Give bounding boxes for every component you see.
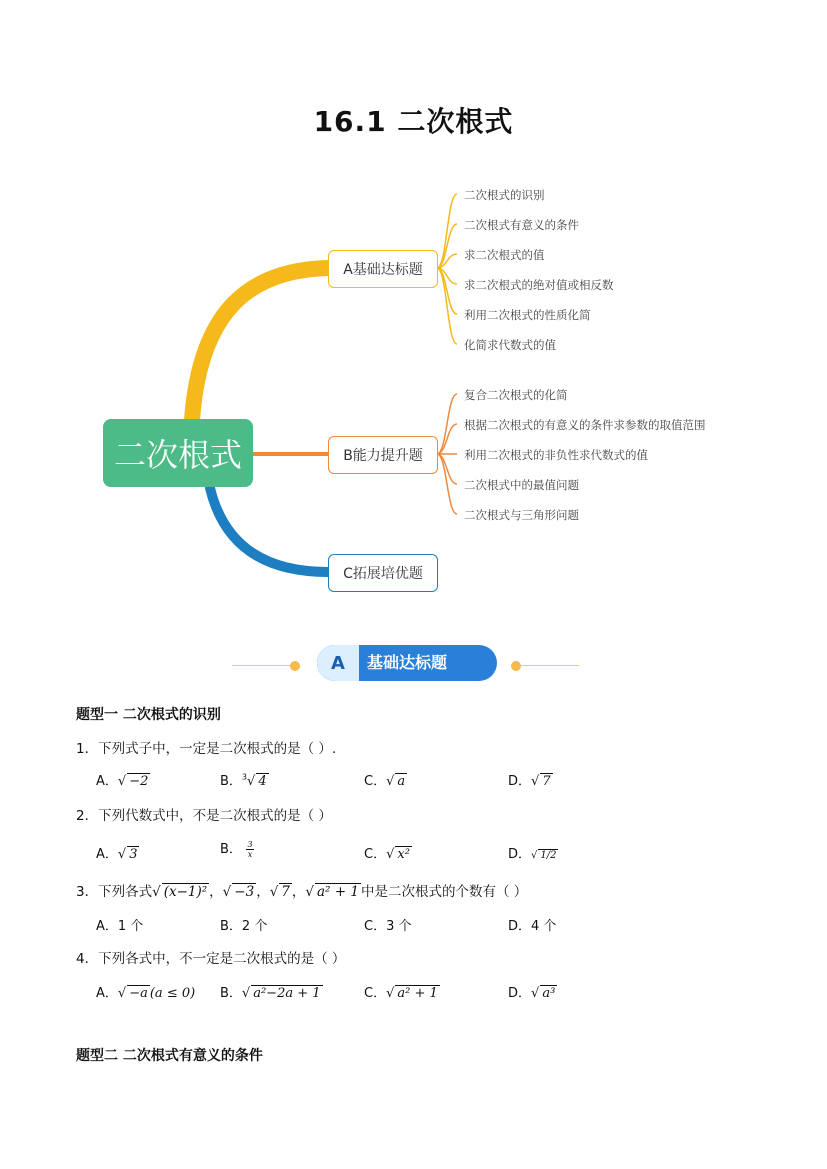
option-b <box>220 915 267 934</box>
option-text: 4 个 <box>531 919 557 934</box>
radicand: 7 <box>542 774 551 789</box>
mindmap-leaf: 二次根式中的最值问题 <box>464 478 579 492</box>
option-text: 1 个 <box>117 919 144 934</box>
option-letter: C． <box>364 847 387 862</box>
radicand: a² + 1 <box>317 884 359 900</box>
option-d: D．√ a³ <box>508 986 556 1001</box>
mindmap-leaf: 求二次根式的绝对值或相反数 <box>464 278 614 292</box>
option-letter: A． <box>96 847 118 862</box>
option-letter: D． <box>508 847 532 862</box>
option-letter: B． <box>220 842 242 857</box>
mindmap-branch-a: A基础达标题 <box>328 250 438 288</box>
mindmap-leaf: 二次根式与三角形问题 <box>464 508 579 522</box>
section-heading: 题型二 二次根式有意义的条件 <box>76 1048 263 1064</box>
option-a: A．√ −2 <box>96 774 149 789</box>
option-c: C．√ a² + 1 <box>364 986 438 1001</box>
banner-dot-right <box>511 661 521 671</box>
banner-divider-left <box>232 665 292 666</box>
stem-separator: ， <box>209 884 223 900</box>
option-b <box>220 838 254 859</box>
option-letter: C． <box>364 986 387 1001</box>
option-d <box>508 915 556 934</box>
banner-text: 基础达标题 <box>367 653 448 672</box>
stem-text: 中是二次根式的个数有（ ） <box>360 884 528 900</box>
option-letter: B． <box>220 774 242 789</box>
option-letter: D． <box>508 986 532 1001</box>
option-a: A．√ −a (a ≤ 0) <box>96 986 196 1001</box>
radicand: −3 <box>234 884 255 900</box>
option-d: D．√ 7 <box>508 774 551 789</box>
mindmap-leaf: 求二次根式的值 <box>464 248 545 262</box>
mindmap-leaf: 二次根式的识别 <box>464 188 545 202</box>
fraction-denominator: x <box>247 850 253 859</box>
option-c: C．√ a <box>364 774 406 789</box>
option-letter: C． <box>364 774 387 789</box>
option-d: D．√ 1/2 <box>508 847 557 862</box>
radicand: −2 <box>129 774 149 789</box>
mindmap-leaf: 复合二次根式的化简 <box>464 388 568 402</box>
radicand: (x−1)² <box>163 884 208 900</box>
radicand: a³ <box>542 986 556 1001</box>
condition: (a ≤ 0) <box>149 986 196 1001</box>
question-stem: 1．下列式子中，一定是二次根式的是（ ）. <box>76 741 337 757</box>
option-a <box>96 915 143 934</box>
radicand: a <box>397 774 406 789</box>
banner-divider-right <box>519 665 579 666</box>
option-letter: A． <box>96 774 118 789</box>
option-letter: B． <box>220 986 242 1001</box>
banner-dot-left <box>290 661 300 671</box>
option-text: 3 个 <box>386 919 412 934</box>
option-c <box>364 915 411 934</box>
mindmap-leaf: 利用二次根式的性质化简 <box>464 308 591 322</box>
option-letter: D． <box>508 919 532 934</box>
radicand: −a <box>129 986 148 1001</box>
option-letter: D． <box>508 774 532 789</box>
option-b: B．$^3$√ 4 <box>220 772 267 789</box>
option-b: B．√ a²−2a + 1 <box>220 986 321 1001</box>
section-banner <box>317 645 497 681</box>
question-stem: 3．下列各式√ (x−1)² ，√ −3 ，√ 7 ，√ a² + 1 中是二次根式的个数有（ ） <box>76 884 528 900</box>
radicand: a² + 1 <box>397 986 438 1001</box>
mindmap-leaf: 二次根式有意义的条件 <box>464 218 579 232</box>
radicand: 4 <box>258 774 267 789</box>
mindmap-branch-c: C拓展培优题 <box>328 554 438 592</box>
section-heading: 题型一 二次根式的识别 <box>76 707 221 723</box>
radicand: 3 <box>129 847 138 862</box>
mindmap-branch-b: B能力提升题 <box>328 436 438 474</box>
radicand: a²−2a + 1 <box>253 986 321 1001</box>
option-a: A．√ 3 <box>96 847 138 862</box>
mindmap-connectors <box>0 170 827 610</box>
mindmap-leaf: 化简求代数式的值 <box>464 338 556 352</box>
option-text: 2 个 <box>241 919 268 934</box>
root-index: 3 <box>241 772 248 782</box>
stem-text: 3．下列各式 <box>76 884 153 900</box>
option-letter: A． <box>96 919 118 934</box>
fraction-numerator: 3 <box>247 840 253 849</box>
radicand: x² <box>397 847 410 862</box>
banner-letter: A <box>317 645 359 681</box>
stem-separator: ， <box>256 884 270 900</box>
mindmap-leaf: 根据二次根式的有意义的条件求参数的取值范围 <box>464 418 706 432</box>
radicand: 1/2 <box>540 850 557 861</box>
stem-separator: ， <box>291 884 306 900</box>
option-letter: B． <box>220 919 242 934</box>
question-stem: 4．下列各式中，不一定是二次根式的是（ ） <box>76 951 346 967</box>
mindmap-leaf: 利用二次根式的非负性求代数式的值 <box>464 448 648 462</box>
option-c: C．√ x² <box>364 847 410 862</box>
mindmap-root: 二次根式 <box>103 419 253 487</box>
option-letter: C． <box>364 919 387 934</box>
option-letter: A． <box>96 986 118 1001</box>
radicand: 7 <box>281 884 290 900</box>
question-stem: 2．下列代数式中，不是二次根式的是（ ） <box>76 808 332 824</box>
page-title: 16.1 二次根式 <box>313 105 514 138</box>
